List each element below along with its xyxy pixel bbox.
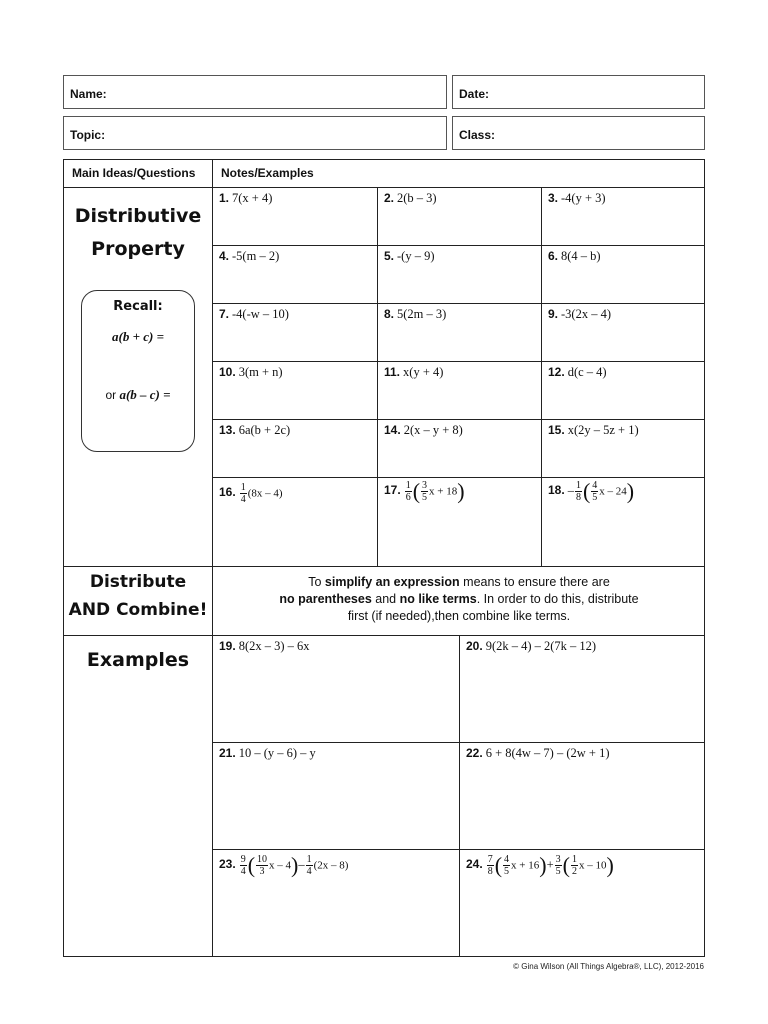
date-field[interactable] <box>452 75 705 109</box>
examples-title: Examples <box>86 649 190 671</box>
problem-3: 3. -4(y + 3) <box>548 191 606 205</box>
topic-label: Topic: <box>70 128 106 142</box>
problem-16: 16. $\frac{1}{4}$ (8x – 4) <box>219 482 283 505</box>
combine-title-line2: AND Combine! <box>68 600 208 620</box>
row-divider <box>212 245 704 246</box>
name-label: Name: <box>70 87 107 101</box>
copyright-text: © Gina Wilson (All Things Algebra®, LLC), 2012-2016 <box>513 962 704 971</box>
problem-21: 21. 10 – (y – 6) – y <box>219 746 316 760</box>
row-divider <box>212 419 704 420</box>
problem-9: 9. -3(2x – 4) <box>548 307 612 321</box>
problem-20: 20. 9(2k – 4) – 2(7k – 12) <box>466 639 597 653</box>
recall-box <box>81 290 195 452</box>
col-divider <box>459 635 460 956</box>
definition-text: To simplify an expression means to ensure there are no parentheses and no like terms. In order to do this, distribute first (if needed),then combine like terms. <box>279 575 639 623</box>
row-divider <box>212 742 704 743</box>
section-divider <box>64 566 704 567</box>
combine-title-line1: Distribute <box>89 572 187 592</box>
problem-6: 6. 8(4 – b) <box>548 249 601 263</box>
problem-7: 7. -4(-w – 10) <box>219 307 289 321</box>
problem-2: 2. 2(b – 3) <box>384 191 437 205</box>
main-ideas-header: Main Ideas/Questions <box>72 166 196 180</box>
problem-11: 11. x(y + 4) <box>384 365 444 379</box>
distributive-title-line1: Distributive <box>74 205 202 227</box>
problem-23: 23. $\frac{9}{4}$ ( $\frac{10}{3}$ x – 4)– $\frac{1}{4}$ (2x – 8) <box>219 852 349 878</box>
recall-title: Recall: <box>113 299 163 314</box>
column-divider <box>212 160 213 956</box>
date-label: Date: <box>459 87 490 101</box>
problem-19: 19. 8(2x – 3) – 6x <box>219 639 310 653</box>
distributive-title-line2: Property <box>91 238 185 260</box>
problem-8: 8. 5(2m – 3) <box>384 307 447 321</box>
name-field[interactable] <box>63 75 447 109</box>
section-divider <box>64 635 704 636</box>
class-field[interactable] <box>452 116 705 150</box>
problem-13: 13. 6a(b + 2c) <box>219 423 291 437</box>
col-divider <box>377 187 378 566</box>
notes-header: Notes/Examples <box>221 166 314 180</box>
problem-4: 4. -5(m – 2) <box>219 249 280 263</box>
recall-expression-1: a(b + c) = <box>112 329 164 344</box>
row-divider <box>212 303 704 304</box>
problem-17: 17. $\frac{1}{6}$ ( $\frac{3}{5}$ x + 18) <box>384 478 465 504</box>
problem-24: 24. $\frac{7}{8}$ ( $\frac{4}{5}$ x + 16)+ $\frac{3}{5}$ ( $\frac{1}{2}$ x – 10) <box>466 852 614 878</box>
topic-field[interactable] <box>63 116 447 150</box>
notes-table <box>63 159 705 957</box>
header-divider <box>64 187 704 188</box>
recall-expression-2: or a(b – c) = <box>105 387 171 402</box>
problem-18: 18. – $\frac{1}{8}$ ( $\frac{4}{5}$ x – 24) <box>548 478 635 504</box>
problem-15: 15. x(2y – 5z + 1) <box>548 423 639 437</box>
col-divider <box>541 187 542 566</box>
problem-5: 5. -(y – 9) <box>384 249 435 263</box>
problem-22: 22. 6 + 8(4w – 7) – (2w + 1) <box>466 746 610 760</box>
problem-14: 14. 2(x – y + 8) <box>384 423 463 437</box>
problem-10: 10. 3(m + n) <box>219 365 283 379</box>
class-label: Class: <box>459 128 496 142</box>
row-divider <box>212 361 704 362</box>
row-divider <box>212 849 704 850</box>
problem-12: 12. d(c – 4) <box>548 365 607 379</box>
problem-1: 1. 7(x + 4) <box>219 191 273 205</box>
